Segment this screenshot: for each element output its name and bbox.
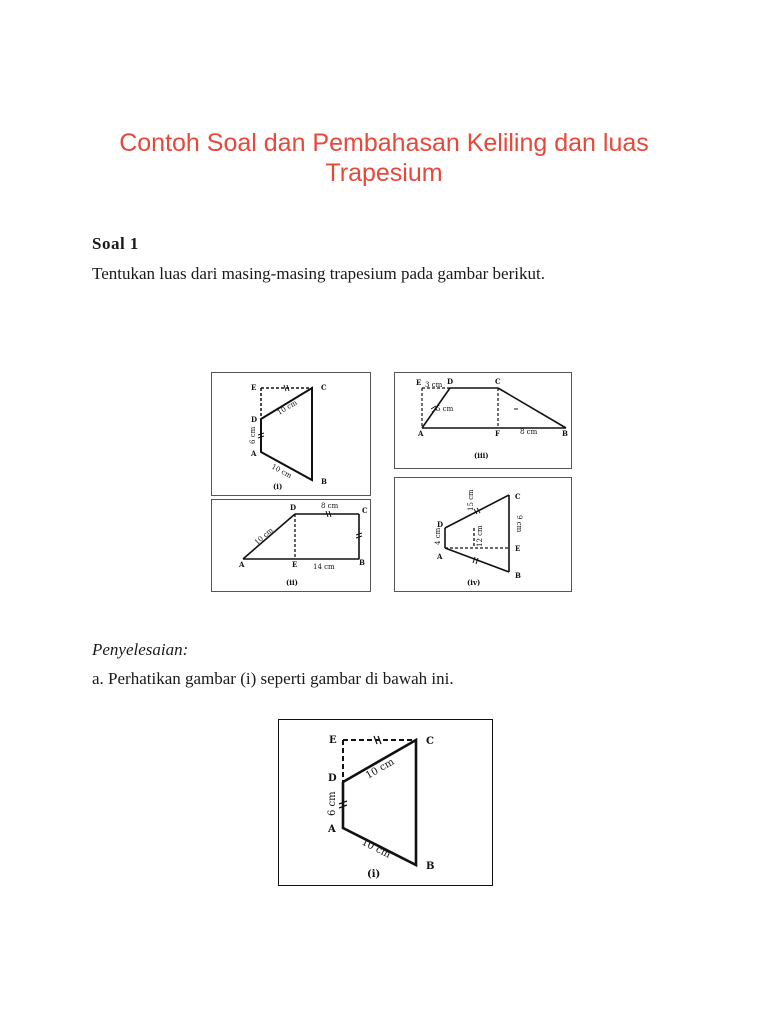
label-ad-length: 6 cm [249,426,257,444]
solution-text: a. Perhatikan gambar (i) seperti gambar di bawah ini. [92,669,454,688]
label-ce-length: 9 cm [515,515,523,533]
page-title: Contoh Soal dan Pembahasan Keliling dan luas Trapesium [119,129,649,187]
label-b: B [321,477,327,486]
figure-ii [211,499,371,592]
caption-ii: (ii) [286,578,298,587]
caption-i: (i) [273,482,283,491]
label-d: D [251,415,258,424]
label-d: D [447,377,454,386]
label-ad-length: 6 cm [327,791,338,816]
label-ad-length: 10 cm [253,526,275,547]
label-b: B [359,558,365,567]
label-a: A [239,560,245,569]
label-a: A [251,449,257,458]
solution-heading: Penyelesaian: [92,640,189,659]
label-fb-length: 8 cm [520,428,538,436]
label-c: C [426,736,434,747]
figure-iv [394,477,572,592]
caption-i: (i) [367,869,381,880]
label-mid-length: 12 cm [476,525,484,547]
label-ad-length: 5 cm [436,405,454,413]
figure-i [211,372,371,496]
label-a: A [418,429,424,438]
label-c: C [495,377,501,386]
label-e: E [292,560,298,569]
label-dc-length: 10 cm [275,398,299,417]
label-c: C [515,492,521,501]
label-e: E [251,383,257,392]
label-d: D [328,773,337,784]
label-dc-length: 15 cm [467,489,475,511]
label-eb-length: 14 cm [313,563,335,571]
label-d: D [290,503,297,512]
label-b: B [426,861,435,872]
caption-iv: (iv) [467,578,481,587]
label-ab-length: 10 cm [359,836,393,861]
label-e: E [515,544,521,553]
label-da-length: 4 cm [434,527,442,545]
label-b: B [562,429,568,438]
figure-iii [394,372,572,469]
question-heading: Soal 1 [92,234,139,253]
label-c: C [362,506,368,515]
label-f: F [495,429,500,438]
label-c: C [321,383,327,392]
label-a: A [437,552,443,561]
label-e: E [416,378,422,387]
label-ed-length: 3 cm [425,381,443,389]
question-text: Tentukan luas dari masing-masing trapesium pada gambar berikut. [92,264,545,283]
label-e: E [329,735,337,746]
label-a: A [328,824,336,835]
label-d: D [437,520,444,529]
label-dc-length: 8 cm [321,502,339,510]
label-ab-length: 10 cm [270,462,293,480]
label-b: B [515,571,521,580]
figure-i-enlarged [278,719,493,886]
caption-iii: (iii) [474,451,489,460]
label-dc-length: 10 cm [364,756,397,782]
